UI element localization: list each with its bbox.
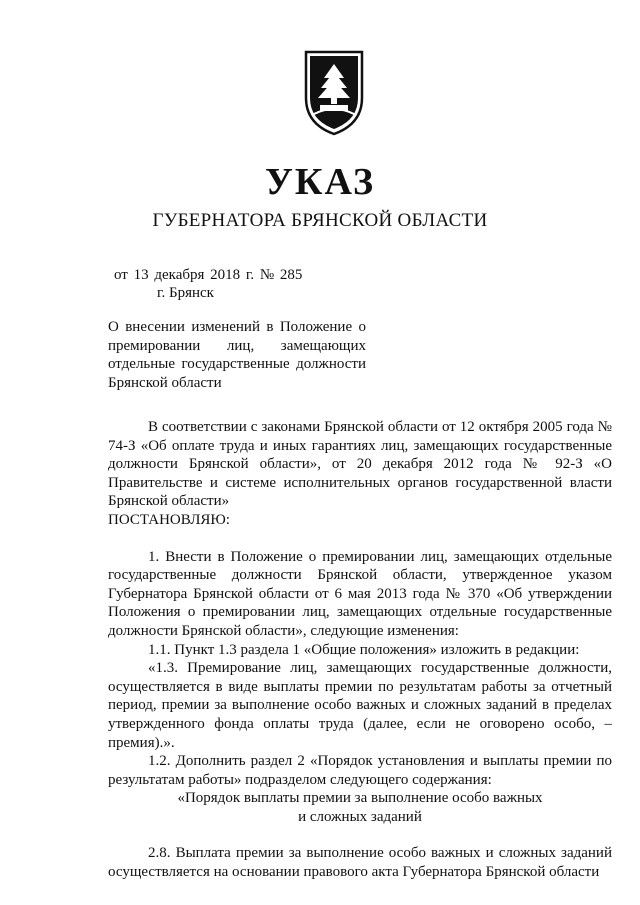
item-2-8-paragraph: 2.8. Выплата премии за выполнение особо важных и сложных заданий осуществляется на основании правового акта Губернатора Брянской области [108, 845, 612, 881]
document-subtitle: ГУБЕРНАТОРА БРЯНСКОЙ ОБЛАСТИ [152, 210, 488, 231]
decree-word: ПОСТАНОВЛЯЮ: [108, 511, 230, 528]
section-heading-line-2: и сложных заданий [298, 808, 422, 825]
document-date-number: от 13 декабря 2018 г. № 285 [114, 267, 303, 283]
document-subject: О внесении изменений в Положение о премировании лиц, замещающих отдельные государственные должности Брянской области [108, 319, 366, 391]
document-city: г. Брянск [157, 285, 214, 301]
item-1-paragraph: 1. Внести в Положение о премировании лиц, замещающих отдельные государственные должности Брянской области, утвержденное указом Губернатора Брянской области от 6 мая 2013 года № 370 «Об утверждении Положения о премировании лиц, замещающих отдельные государственные должности Брянской области», следующие изменения: [108, 548, 612, 639]
item-1-1-paragraph: 1.1. Пункт 1.3 раздела 1 «Общие положения» изложить в редакции: [148, 641, 580, 658]
section-heading-line-1: «Порядок выплаты премии за выполнение особо важных [177, 790, 543, 807]
coat-of-arms-emblem [300, 48, 368, 136]
item-1-1-text-paragraph: «1.3. Премирование лиц, замещающих государственные должности, осуществляется в виде выплаты премии по результатам работы за отчетный период, премии за выполнение особо важных и сложных заданий в пределах утвержденного фонда оплаты труда (далее, если не оговорено особо, – премия).». [108, 660, 612, 751]
document-body [108, 418, 612, 882]
item-1-2-paragraph: 1.2. Дополнить раздел 2 «Порядок установления и выплаты премии по результатам работы» подразделом следующего содержания: [108, 753, 612, 788]
preamble-paragraph: В соответствии с законами Брянской области от 12 октября 2005 года № 74-З «Об оплате труда и иных гарантиях лиц, замещающих государственные должности Брянской области», от 20 декабря 2012 года № 92-З «О Правительстве и системе исполнительных органов государственной власти Брянской области» [108, 419, 612, 510]
document-title: УКАЗ [265, 161, 375, 203]
